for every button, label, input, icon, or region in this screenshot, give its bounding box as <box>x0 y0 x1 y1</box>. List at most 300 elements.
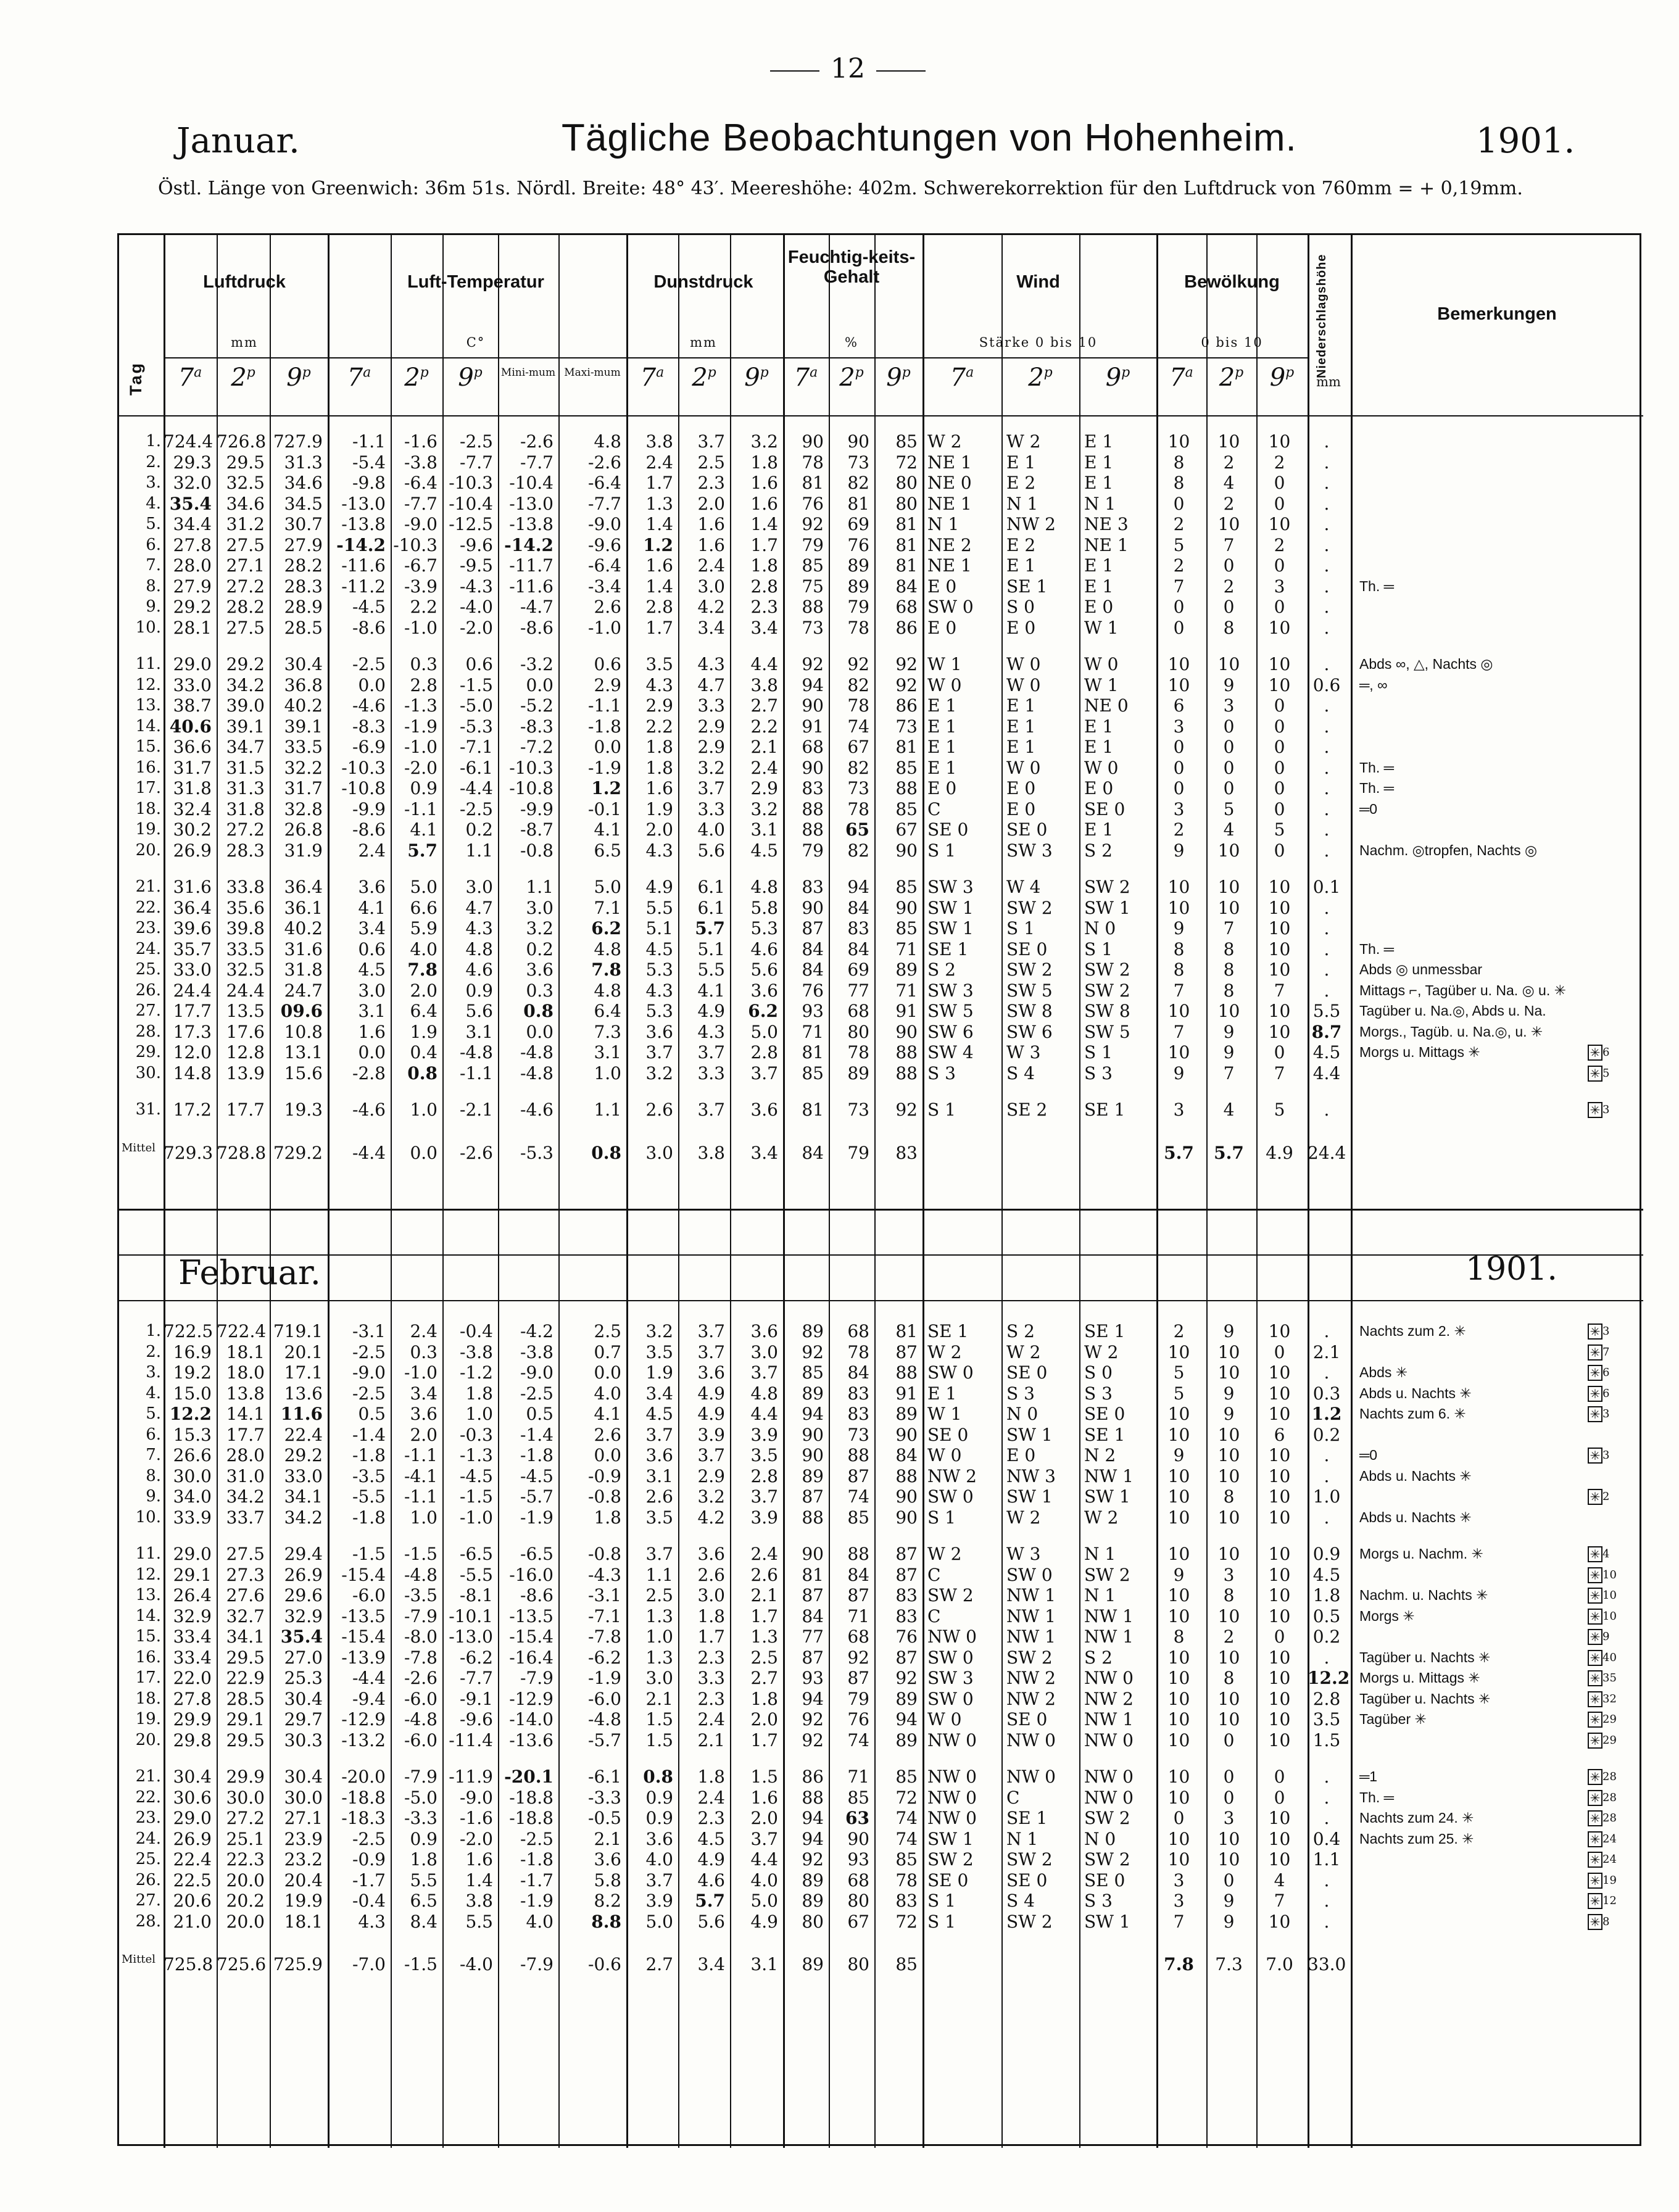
jan-cell: E 1 <box>927 737 957 757</box>
jan-cell: 92 <box>895 1100 918 1120</box>
jan-cell: 76 <box>802 980 824 1001</box>
jan-cell: . <box>1324 897 1330 918</box>
feb-cell: W 0 <box>927 1445 962 1465</box>
jan-cell: 28.1 <box>173 617 212 638</box>
feb-cell: . <box>1324 1362 1330 1383</box>
feb-cell: -5.7 <box>588 1729 621 1750</box>
jan-cell: 10 <box>1167 1001 1190 1021</box>
jan-remark: Mittags ⌐, Tagüber u. Na. ◎ u. ✳ <box>1359 982 1566 998</box>
snow-cover-icon: ✳ <box>1588 1323 1602 1340</box>
feb-snow-depth <box>1588 1585 1617 1605</box>
feb-cell: 33.4 <box>173 1626 212 1647</box>
feb-cell: 7.3 <box>1215 1954 1243 1974</box>
feb-cell: NW 1 <box>1084 1465 1134 1486</box>
jan-cell: W 4 <box>1006 877 1041 897</box>
feb-day-label: 8. <box>146 1466 161 1485</box>
snow-depth-value: 2 <box>1602 1490 1610 1503</box>
feb-cell: 10 <box>1268 1808 1291 1828</box>
feb-cell: 4.0 <box>594 1383 621 1404</box>
jan-cell: 5.5 <box>645 897 673 918</box>
jan-cell: -14.2 <box>336 534 386 555</box>
feb-cell: 85 <box>895 1767 918 1787</box>
jan-cell: -7.7 <box>404 493 437 514</box>
feb-cell: 0.0 <box>594 1362 621 1383</box>
jan-cell: 38.7 <box>173 695 212 716</box>
snow-depth-value: 6 <box>1602 1046 1610 1059</box>
jan-cell: 83 <box>802 877 824 897</box>
feb-cell: 8 <box>1173 1626 1185 1647</box>
feb-cell: -6.0 <box>404 1729 437 1750</box>
feb-cell: 4.9 <box>697 1849 725 1870</box>
jan-cell: 4.5 <box>750 840 778 861</box>
jan-cell: 6.1 <box>697 877 725 897</box>
jan-cell: 0.9 <box>465 980 493 1001</box>
feb-cell: -3.1 <box>352 1321 386 1341</box>
jan-cell: 0 <box>1274 798 1285 819</box>
feb-cell: 29.9 <box>226 1767 265 1787</box>
jan-cell: 84 <box>847 897 869 918</box>
feb-cell: E 0 <box>1006 1445 1036 1465</box>
jan-cell: SW 6 <box>927 1021 974 1042</box>
feb-cell: 16.9 <box>173 1341 212 1362</box>
jan-cell: -7.7 <box>520 452 553 473</box>
jan-cell: 1.9 <box>645 798 673 819</box>
jan-cell: E 0 <box>927 778 957 798</box>
feb-day-label: 6. <box>146 1425 161 1444</box>
feb-cell: W 2 <box>1006 1507 1041 1528</box>
feb-cell: -6.0 <box>352 1585 386 1605</box>
jan-cell: 4.9 <box>697 1001 725 1021</box>
feb-cell: 4.3 <box>358 1911 386 1932</box>
feb-cell: 13.8 <box>226 1383 265 1404</box>
feb-cell: -2.5 <box>520 1383 553 1404</box>
feb-cell: 80 <box>847 1954 869 1974</box>
jan-cell: 82 <box>847 840 869 861</box>
feb-cell: C <box>927 1564 941 1585</box>
feb-cell: -0.4 <box>352 1891 386 1911</box>
feb-cell: NW 1 <box>1006 1605 1056 1626</box>
feb-cell: 4.2 <box>697 1507 725 1528</box>
jan-cell: 27.2 <box>226 819 265 840</box>
feb-remark: Nachts zum 6. ✳ <box>1359 1406 1466 1422</box>
snow-cover-icon: ✳ <box>1588 1650 1602 1666</box>
jan-cell: 1.6 <box>750 493 778 514</box>
jan-cell: 6.4 <box>410 1001 437 1021</box>
jan-cell: 0.6 <box>358 938 386 959</box>
feb-cell: 27.1 <box>284 1808 323 1828</box>
feb-cell: 87 <box>802 1647 824 1668</box>
feb-cell: 29.1 <box>226 1709 265 1729</box>
jan-snow-depth <box>1588 1100 1609 1120</box>
jan-cell: 34.5 <box>284 493 323 514</box>
feb-cell: -4.4 <box>352 1668 386 1688</box>
feb-cell: 88 <box>847 1445 869 1465</box>
feb-cell: 10 <box>1268 1544 1291 1564</box>
jan-cell: 24.4 <box>226 980 265 1001</box>
feb-cell: NW 0 <box>927 1787 977 1808</box>
jan-cell: S 4 <box>1006 1063 1035 1083</box>
feb-cell: 80 <box>847 1891 869 1911</box>
feb-cell: 3.7 <box>645 1870 673 1891</box>
feb-cell: 87 <box>847 1585 869 1605</box>
jan-cell: 3.5 <box>645 654 673 674</box>
feb-cell: 4.8 <box>750 1383 778 1404</box>
jan-cell: -6.4 <box>588 473 621 493</box>
feb-cell: -1.5 <box>404 1544 437 1564</box>
jan-cell: E 1 <box>1084 431 1114 452</box>
snow-depth-value: 28 <box>1602 1770 1617 1783</box>
jan-cell: S 3 <box>1084 1063 1113 1083</box>
jan-cell: 83 <box>895 1142 918 1163</box>
feb-cell: -3.3 <box>588 1787 621 1808</box>
jan-cell: 10 <box>1268 514 1291 534</box>
jan-cell: 73 <box>847 778 869 798</box>
feb-cell: 15.3 <box>173 1424 212 1445</box>
jan-cell: -13.8 <box>341 514 386 534</box>
feb-cell: 85 <box>895 1849 918 1870</box>
feb-cell: 8.8 <box>591 1911 621 1932</box>
jan-cell: E 0 <box>927 617 957 638</box>
feb-cell: SE 1 <box>927 1321 969 1341</box>
feb-cell: NW 1 <box>1006 1626 1056 1647</box>
jan-cell: 74 <box>847 716 869 737</box>
feb-cell: -1.0 <box>404 1362 437 1383</box>
jan-cell: 88 <box>802 798 824 819</box>
jan-cell: 3.4 <box>358 918 386 938</box>
jan-day-label: 24. <box>135 939 161 958</box>
feb-cell: 83 <box>895 1891 918 1911</box>
feb-cell: 9 <box>1223 1891 1235 1911</box>
feb-cell: 33.4 <box>173 1647 212 1668</box>
jan-cell: 85 <box>895 798 918 819</box>
jan-cell: -11.6 <box>341 555 386 576</box>
month-february-label: Februar. <box>178 1253 321 1292</box>
jan-cell: -9.5 <box>460 555 493 576</box>
jan-cell: 1.7 <box>750 534 778 555</box>
feb-cell: W 2 <box>927 1341 962 1362</box>
feb-cell: 10 <box>1217 1688 1240 1709</box>
jan-cell: 78 <box>847 1042 869 1063</box>
jan-cell: 2 <box>1223 493 1235 514</box>
snow-cover-icon: ✳ <box>1588 1831 1602 1847</box>
jan-cell: SW 1 <box>927 897 974 918</box>
feb-cell: -2.5 <box>352 1828 386 1849</box>
feb-cell: 80 <box>802 1911 824 1932</box>
jan-cell: 90 <box>847 431 869 452</box>
feb-cell: 0 <box>1173 1808 1185 1828</box>
feb-cell: -14.0 <box>509 1709 553 1729</box>
snow-cover-icon: ✳ <box>1588 1810 1602 1826</box>
jan-cell: 85 <box>895 918 918 938</box>
jan-cell: 39.1 <box>284 716 323 737</box>
snow-depth-value: 24 <box>1602 1853 1617 1866</box>
jan-cell: 5.1 <box>697 938 725 959</box>
feb-cell: -3.3 <box>404 1808 437 1828</box>
feb-cell: 10 <box>1217 1341 1240 1362</box>
feb-cell: SW 2 <box>927 1849 974 1870</box>
jan-cell: 30.7 <box>284 514 323 534</box>
feb-cell: 3.5 <box>645 1341 673 1362</box>
feb-cell: 23.2 <box>284 1849 323 1870</box>
jan-cell: SE 0 <box>927 819 969 840</box>
feb-day-label: 17. <box>135 1668 161 1687</box>
feb-remark: Nachts zum 2. ✳ <box>1359 1323 1466 1339</box>
feb-cell: NW 3 <box>1006 1465 1056 1486</box>
jan-cell: 7 <box>1274 980 1285 1001</box>
jan-cell: 0.2 <box>526 938 553 959</box>
jan-cell: -5.3 <box>460 716 493 737</box>
feb-cell: -0.4 <box>460 1321 493 1341</box>
jan-cell: 2.1 <box>750 737 778 757</box>
jan-cell: 9 <box>1173 840 1185 861</box>
feb-cell: 3.6 <box>750 1321 778 1341</box>
time-header-t2: 2$^p$ <box>692 363 716 392</box>
feb-cell: W 1 <box>927 1404 962 1424</box>
feb-snow-depth <box>1588 1730 1617 1750</box>
row-divider <box>119 415 1643 416</box>
feb-cell: 90 <box>895 1486 918 1507</box>
jan-cell: -8.6 <box>352 617 386 638</box>
header-min: Mini-mum <box>500 367 556 379</box>
jan-cell: 0 <box>1173 757 1185 778</box>
jan-cell: -12.5 <box>449 514 493 534</box>
feb-cell: 33.7 <box>226 1507 265 1528</box>
feb-day-label: 4. <box>146 1383 161 1402</box>
feb-cell: 0.5 <box>358 1404 386 1424</box>
jan-cell: 75 <box>802 576 824 597</box>
feb-cell: 34.1 <box>226 1626 265 1647</box>
feb-cell: 12.2 <box>1308 1668 1350 1688</box>
jan-cell: -5.4 <box>352 452 386 473</box>
jan-remark: Abds ∞, △, Nachts ◎ <box>1359 656 1493 672</box>
jan-cell: -8.3 <box>520 716 553 737</box>
jan-cell: 3 <box>1274 576 1285 597</box>
time-header-t9: 9$^p$ <box>458 363 483 392</box>
feb-cell: 3 <box>1173 1870 1185 1891</box>
jan-cell: 10 <box>1217 897 1240 918</box>
feb-cell: -2.6 <box>404 1668 437 1688</box>
jan-cell: 5.7 <box>1214 1142 1244 1163</box>
feb-cell: -0.8 <box>588 1544 621 1564</box>
jan-cell: -9.0 <box>588 514 621 534</box>
feb-cell: 10 <box>1167 1486 1190 1507</box>
feb-cell: SE 0 <box>927 1870 969 1891</box>
snow-cover-icon: ✳ <box>1588 1344 1602 1361</box>
feb-remark: Nachm. u. Nachts ✳ <box>1359 1587 1488 1603</box>
feb-cell: 3.6 <box>410 1404 437 1424</box>
time-header-t7: 7$^a$ <box>1169 363 1193 392</box>
feb-cell: 26.4 <box>173 1585 212 1605</box>
feb-cell: 11.6 <box>280 1404 323 1424</box>
feb-cell: 2.6 <box>594 1424 621 1445</box>
jan-cell: 81 <box>802 1100 824 1120</box>
feb-cell: 85 <box>847 1507 869 1528</box>
jan-cell: 6.4 <box>594 1001 621 1021</box>
jan-cell: 78 <box>802 452 824 473</box>
feb-cell: 1.7 <box>750 1729 778 1750</box>
feb-cell: 1.4 <box>465 1870 493 1891</box>
jan-day-label: 15. <box>135 737 161 756</box>
jan-cell: 10 <box>1167 897 1190 918</box>
feb-cell: 2.1 <box>697 1729 725 1750</box>
feb-cell: NW 0 <box>1084 1767 1134 1787</box>
feb-cell: 2.4 <box>697 1787 725 1808</box>
jan-cell: -1.1 <box>588 695 621 716</box>
jan-cell: 89 <box>847 576 869 597</box>
feb-cell: -20.1 <box>504 1767 553 1787</box>
jan-cell: 0.0 <box>358 674 386 695</box>
jan-cell: 19.3 <box>284 1100 323 1120</box>
jan-cell: 10 <box>1268 431 1291 452</box>
jan-cell: 91 <box>895 1001 918 1021</box>
feb-cell: -4.5 <box>520 1465 553 1486</box>
jan-cell: 0.8 <box>407 1063 437 1083</box>
jan-cell: 31.7 <box>173 757 212 778</box>
feb-cell: -3.5 <box>352 1465 386 1486</box>
feb-cell: 85 <box>895 1954 918 1974</box>
jan-remark: ═0 <box>1359 800 1378 817</box>
feb-cell: -9.0 <box>520 1362 553 1383</box>
jan-cell: NW 2 <box>1006 514 1056 534</box>
jan-cell: 0.3 <box>526 980 553 1001</box>
jan-cell: -3.4 <box>588 576 621 597</box>
feb-day-label: Mittel <box>122 1953 156 1966</box>
jan-day-label: 27. <box>135 1001 161 1020</box>
feb-cell: -2.0 <box>460 1828 493 1849</box>
jan-cell: 5.3 <box>645 959 673 980</box>
jan-cell: 7.3 <box>594 1021 621 1042</box>
jan-cell: -0.1 <box>588 798 621 819</box>
feb-cell: 1.8 <box>697 1767 725 1787</box>
feb-cell: NW 2 <box>1006 1688 1056 1709</box>
jan-cell: 2.2 <box>645 716 673 737</box>
feb-cell: 4.9 <box>697 1383 725 1404</box>
feb-cell: -1.3 <box>460 1445 493 1465</box>
feb-cell: SW 0 <box>1006 1564 1053 1585</box>
feb-cell: 32.9 <box>284 1605 323 1626</box>
feb-cell: 30.0 <box>226 1787 265 1808</box>
jan-cell: 0 <box>1274 493 1285 514</box>
jan-day-label: 19. <box>135 820 161 839</box>
feb-cell: 72 <box>895 1787 918 1808</box>
feb-cell: 10 <box>1167 1647 1190 1668</box>
jan-cell: 77 <box>847 980 869 1001</box>
jan-cell: 5.3 <box>750 918 778 938</box>
jan-cell: 2.9 <box>750 778 778 798</box>
jan-cell: 10 <box>1268 877 1291 897</box>
feb-day-label: 20. <box>135 1730 161 1749</box>
jan-remark: Th. ═ <box>1359 578 1394 594</box>
feb-cell: 5 <box>1173 1362 1185 1383</box>
feb-cell: 0.9 <box>1312 1544 1341 1564</box>
jan-cell: 40.6 <box>169 716 212 737</box>
feb-cell: -1.4 <box>520 1424 553 1445</box>
feb-cell: . <box>1324 1911 1330 1932</box>
feb-cell: 1.7 <box>750 1605 778 1626</box>
feb-cell: 3 <box>1173 1891 1185 1911</box>
feb-cell: 4.9 <box>750 1911 778 1932</box>
snow-cover-icon: ✳ <box>1588 1448 1602 1464</box>
jan-cell: 729.3 <box>164 1142 214 1163</box>
feb-cell: 29.1 <box>173 1564 212 1585</box>
jan-day-label: 3. <box>146 473 161 492</box>
jan-cell: S 0 <box>1006 597 1035 617</box>
feb-cell: 93 <box>847 1849 869 1870</box>
feb-cell: -7.8 <box>404 1647 437 1668</box>
jan-cell: 7 <box>1173 1021 1185 1042</box>
jan-cell: 10 <box>1167 674 1190 695</box>
jan-cell: 4.6 <box>750 938 778 959</box>
jan-cell: 82 <box>847 674 869 695</box>
header-bewoelkung: Bewölkung <box>1184 272 1280 292</box>
feb-cell: 29.9 <box>173 1709 212 1729</box>
jan-cell: 2.3 <box>750 597 778 617</box>
feb-snow-depth <box>1588 1870 1617 1891</box>
jan-cell: 0 <box>1223 555 1235 576</box>
feb-cell: 3.0 <box>645 1668 673 1688</box>
jan-cell: 80 <box>847 1021 869 1042</box>
month-january-label: Januar. <box>176 121 300 161</box>
jan-cell: 39.8 <box>226 918 265 938</box>
feb-cell: 1.1 <box>1312 1849 1341 1870</box>
snow-depth-value: 35 <box>1602 1671 1617 1684</box>
feb-remark: Tagüber u. Nachts ✳ <box>1359 1690 1491 1707</box>
feb-cell: -1.9 <box>588 1668 621 1688</box>
jan-cell: 91 <box>802 716 824 737</box>
feb-cell: 1.9 <box>645 1362 673 1383</box>
feb-cell: 20.4 <box>284 1870 323 1891</box>
jan-cell: 85 <box>802 1063 824 1083</box>
jan-day-label: 30. <box>135 1063 161 1082</box>
feb-snow-depth <box>1588 1912 1609 1932</box>
feb-cell: 10 <box>1268 1647 1291 1668</box>
jan-cell: 3.1 <box>750 819 778 840</box>
feb-cell: 71 <box>847 1767 869 1787</box>
jan-cell: 5.8 <box>750 897 778 918</box>
jan-cell: SW 5 <box>927 1001 974 1021</box>
feb-cell: 79 <box>847 1688 869 1709</box>
jan-cell: 8 <box>1173 938 1185 959</box>
jan-cell: 90 <box>895 1021 918 1042</box>
feb-cell: -18.8 <box>509 1808 553 1828</box>
feb-cell: -18.3 <box>341 1808 386 1828</box>
jan-cell: 3.6 <box>526 959 553 980</box>
header-wind: Wind <box>1016 272 1060 292</box>
feb-cell: 5.6 <box>697 1911 725 1932</box>
feb-cell: 3.5 <box>750 1445 778 1465</box>
feb-cell: W 2 <box>1006 1341 1041 1362</box>
jan-cell: W 3 <box>1006 1042 1041 1063</box>
jan-cell: 69 <box>847 959 869 980</box>
feb-cell: 3.1 <box>750 1954 778 1974</box>
jan-cell: 88 <box>895 1063 918 1083</box>
feb-cell: 3.7 <box>750 1486 778 1507</box>
snow-depth-value: 10 <box>1602 1568 1617 1581</box>
jan-cell: 3.6 <box>358 877 386 897</box>
jan-cell: -3.2 <box>520 654 553 674</box>
jan-cell: -2.5 <box>460 431 493 452</box>
snow-depth-value: 6 <box>1602 1366 1610 1379</box>
feb-cell: 10 <box>1167 1729 1190 1750</box>
jan-day-label: 14. <box>135 716 161 735</box>
feb-cell: E 1 <box>927 1383 957 1404</box>
feb-cell: 87 <box>802 1585 824 1605</box>
jan-cell: N 1 <box>1006 493 1038 514</box>
jan-cell: SE 0 <box>1006 938 1048 959</box>
jan-cell: 10 <box>1217 840 1240 861</box>
feb-cell: C <box>1006 1787 1020 1808</box>
feb-cell: -4.5 <box>460 1465 493 1486</box>
